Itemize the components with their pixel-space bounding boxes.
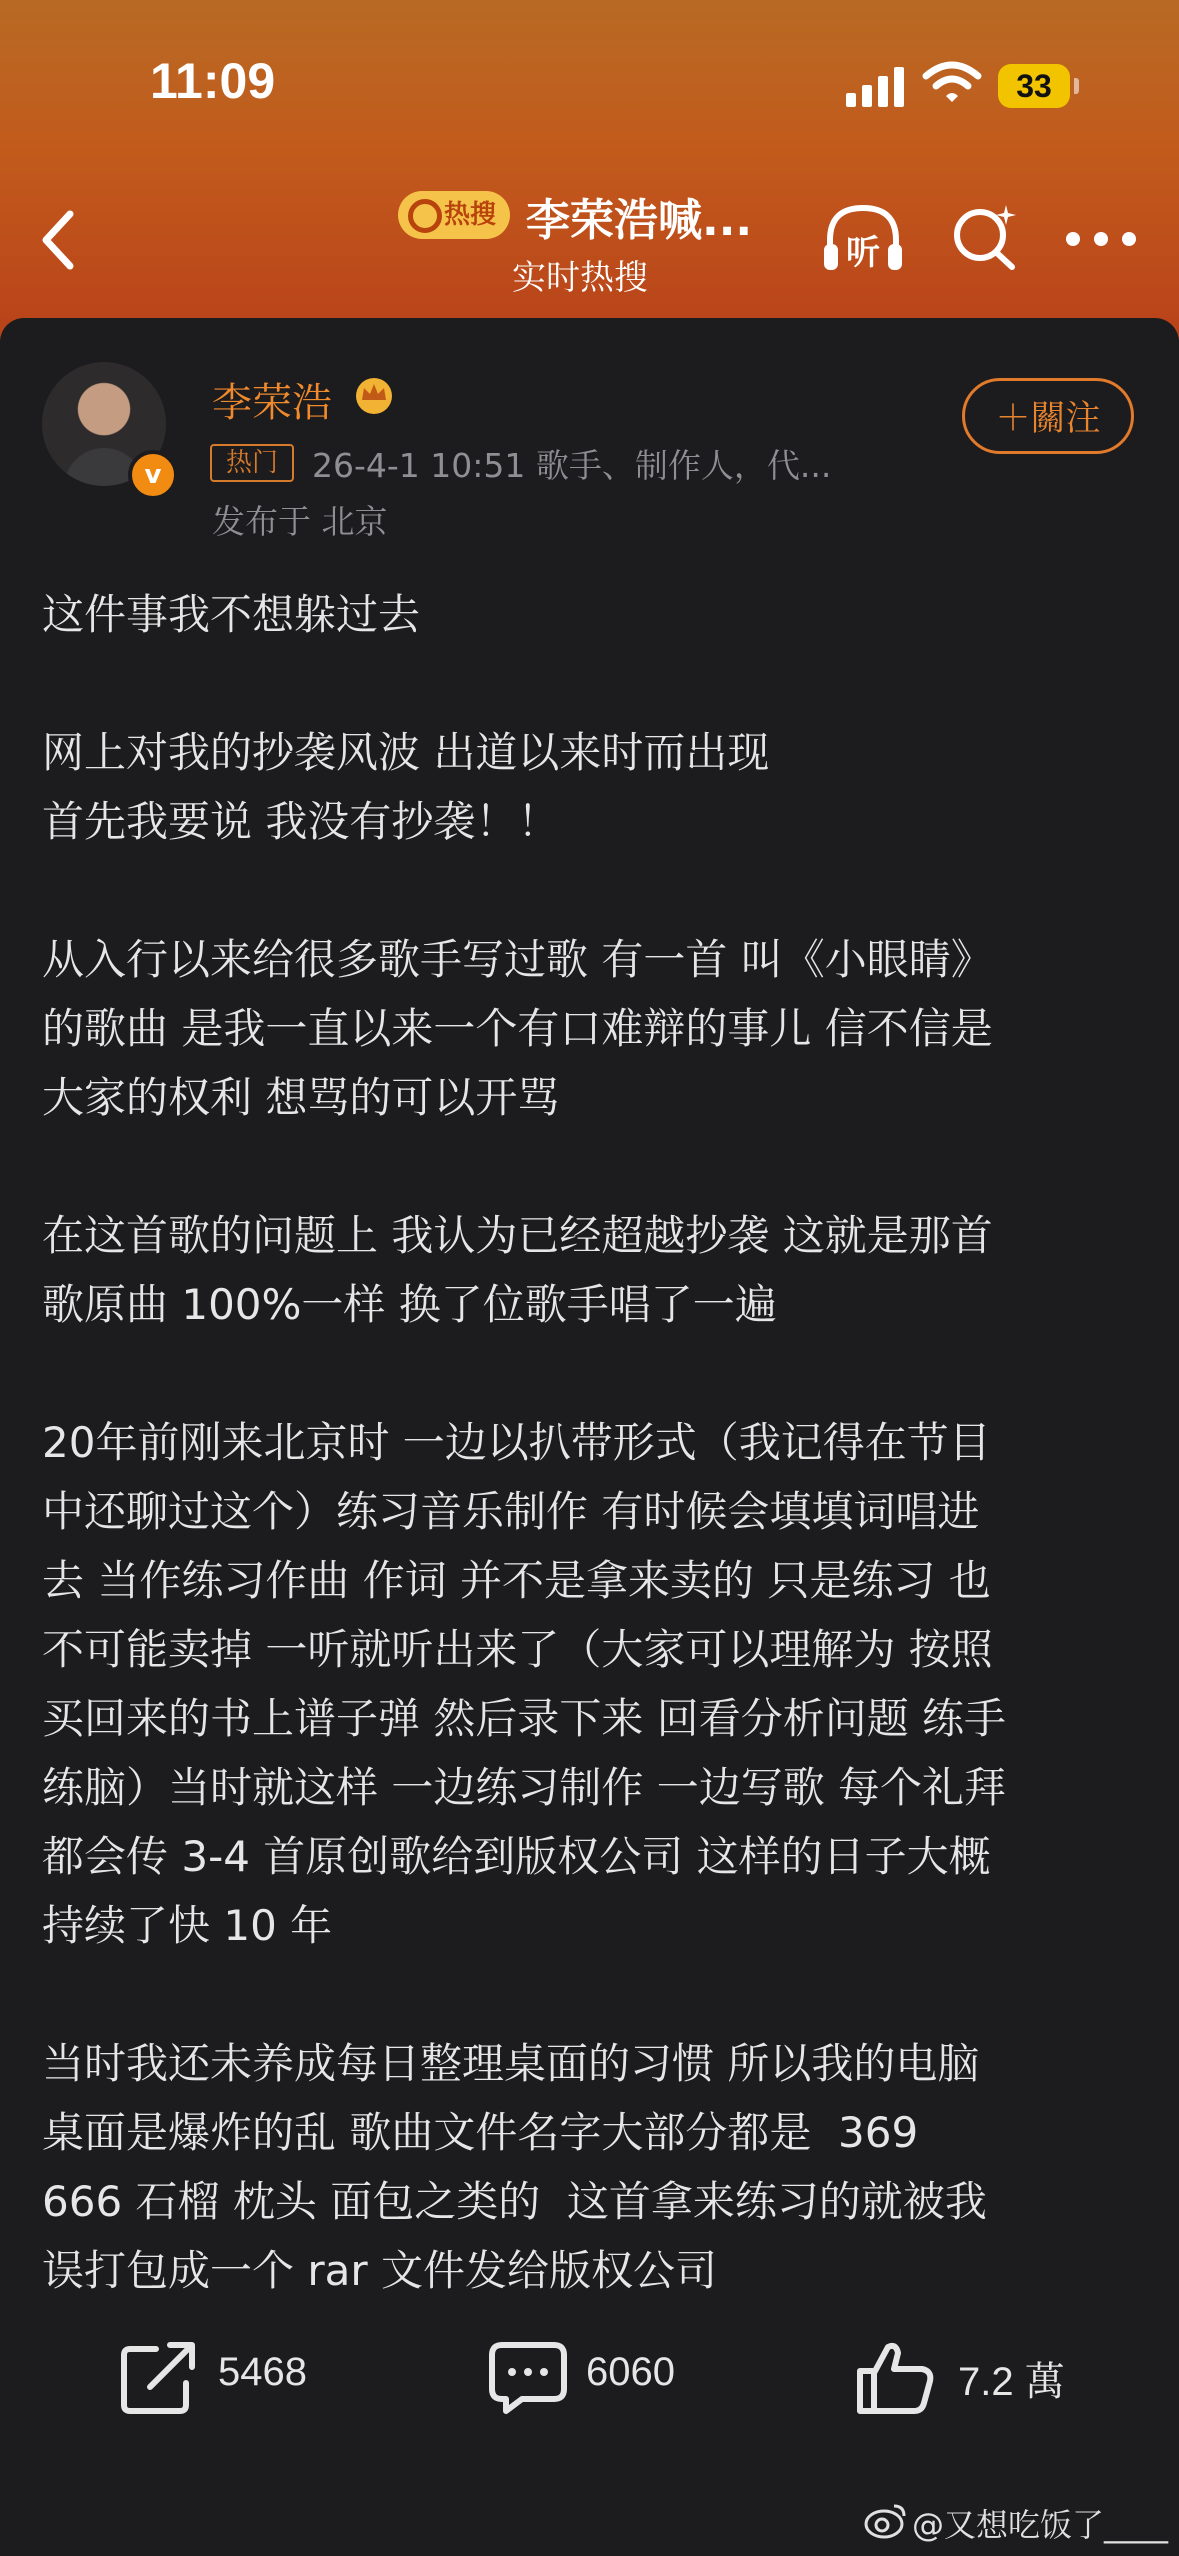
- signal-icon: [846, 65, 906, 107]
- post-paragraph: 网上对我的抄袭风波 出道以来时而出现 首先我要说 我没有抄袭！！: [42, 728, 770, 846]
- header: [0, 0, 1179, 340]
- post-meta: 26-4-1 10:51 歌手、制作人，代...: [312, 446, 832, 485]
- page-subtitle: 实时热搜: [512, 258, 648, 298]
- post-paragraph: 从入行以来给很多歌手写过歌 有一首 叫《小眼睛》 的歌曲 是我一直以来一个有口难辩的事儿 信不信是 大家的权利 想骂的可以开骂: [42, 935, 993, 1122]
- follow-button[interactable]: ＋關注: [962, 378, 1134, 454]
- post-paragraph: 当时我还未养成每日整理桌面的习惯 所以我的电脑 桌面是爆炸的乱 歌曲文件名字大部分都是 369 666 石榴 枕头 面包之类的 这首拿来练习的就被我 误打包成一个 rar 文件发给版权公司: [42, 2039, 987, 2295]
- post-body: [42, 580, 1142, 2374]
- verified-badge-icon: v: [128, 450, 178, 500]
- battery-indicator: 33: [998, 64, 1070, 108]
- battery-tip: [1074, 78, 1079, 94]
- wifi-icon: [922, 58, 982, 108]
- back-button[interactable]: [30, 200, 90, 280]
- like-icon[interactable]: [856, 2339, 936, 2415]
- search-button[interactable]: [950, 203, 1020, 273]
- post-paragraph: 20年前刚来北京时 一边以扒带形式（我记得在节目 中还聊过这个）练习音乐制作 有时候会填填词唱进 去 当作练习作曲 作词 并不是拿来卖的 只是练习 也 不可能卖掉 一听就听出来了（大家可以理解为 按照 买回来的书上谱子弹 然后录下来 回看分析问题 练手 练脑）当时就这样 一边练习制作 一边写歌 每个礼拜 都会传 3-4 首原创歌给到版权公司 这样的日子大概 持续了快 10 年: [42, 1418, 1007, 1950]
- more-options-button[interactable]: [1066, 226, 1138, 250]
- search-icon: [408, 199, 442, 233]
- repost-count[interactable]: 5468: [218, 2350, 307, 2394]
- comment-count[interactable]: 6060: [586, 2350, 675, 2394]
- post-paragraph: 这件事我不想躲过去: [42, 590, 421, 639]
- like-count[interactable]: 7.2 萬: [958, 2360, 1065, 2404]
- hot-tag: 热门: [210, 444, 294, 482]
- status-time: 11:09: [150, 53, 276, 109]
- author-name[interactable]: 李荣浩: [212, 380, 332, 426]
- svg-text:听: 听: [846, 233, 880, 273]
- hot-search-logo: 热搜: [398, 191, 510, 239]
- listen-button[interactable]: [820, 200, 906, 280]
- post-location: 发布于 北京: [212, 502, 388, 541]
- comment-icon[interactable]: [488, 2339, 568, 2415]
- repost-icon[interactable]: [120, 2339, 200, 2415]
- weibo-logo-icon: [864, 2500, 908, 2540]
- page-title: 李荣浩喊...: [526, 195, 753, 246]
- watermark: @又想吃饭了____: [912, 2506, 1169, 2544]
- status-bar: [0, 0, 1179, 170]
- post-paragraph: 在这首歌的问题上 我认为已经超越抄袭 这就是那首 歌原曲 100%一样 换了位歌手唱了一遍: [42, 1211, 993, 1329]
- crown-icon: [352, 372, 396, 416]
